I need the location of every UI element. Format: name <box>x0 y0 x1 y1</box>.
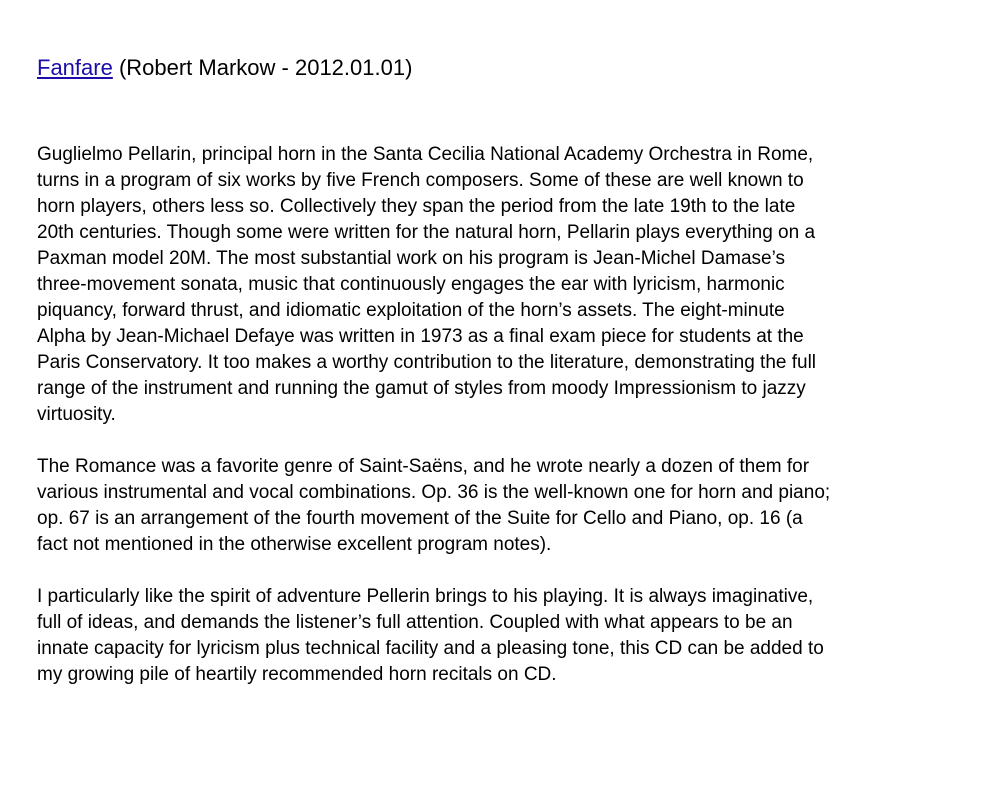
review-heading <box>37 52 837 84</box>
review-page <box>37 52 837 714</box>
paragraph-1: Guglielmo Pellarin, principal horn in the Santa Cecilia National Academy Orchestra in Rome, turns in a program of six works by five French composers. Some of these are well known to horn players, others less so. Collectively they span the period from the late 19th to the late 20th centuries. Though some were written for the natural horn, Pellarin plays everything on a Paxman model 20M. The most substantial work on his program is Jean-Michel Damase’s three-movement sonata, music that continuously engages the ear with lyricism, harmonic piquancy, forward thrust, and idiomatic exploitation of the horn’s assets. The eight-minute Alpha by Jean-Michael Defaye was written in 1973 as a final exam piece for students at the Paris Conservatory. It too makes a worthy contribution to the literature, demonstrating the full range of the instrument and running the gamut of styles from moody Impressionism to jazzy virtuosity. <box>37 144 817 425</box>
paragraph-3: I particularly like the spirit of adventure Pellerin brings to his playing. It is always imaginative, full of ideas, and demands the listener’s full attention. Coupled with what appears to be an innate capacity for lyricism plus technical facility and a pleasing tone, this CD can be added to my growing pile of heartily recommended horn recitals on CD. <box>37 586 824 685</box>
review-attribution: (Robert Markow - 2012.01.01) <box>112 55 413 80</box>
paragraph-2: The Romance was a favorite genre of Saint-Saëns, and he wrote nearly a dozen of them for various instrumental and vocal combinations. Op. 36 is the well-known one for horn and piano; op. 67 is an arrangement of the fourth movement of the Suite for Cello and Piano, op. 16 (a fact not mentioned in the otherwise excellent program notes). <box>37 456 831 555</box>
review-body <box>37 142 837 688</box>
source-link[interactable]: Fanfare <box>37 55 113 80</box>
